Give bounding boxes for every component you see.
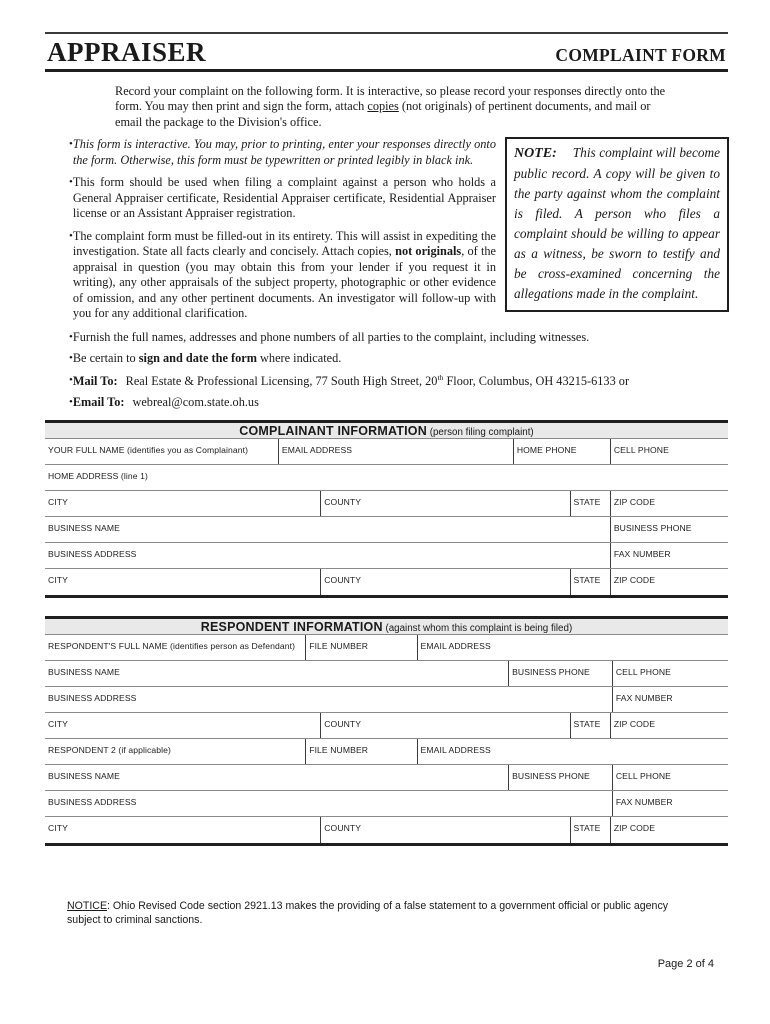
field-complainant-2-city[interactable]: [45, 491, 320, 516]
bullet-sign-and-date: [45, 351, 728, 366]
field-label: STATE: [573, 822, 601, 833]
bullet-text: This form should be used when filing a complaint against a person who holds a General Appraiser certificate, Residential Appraiser certificate, Residential Appraiser license or an Assistant Appraiser registration.: [72, 175, 496, 221]
field-respondent-7-state[interactable]: [570, 817, 610, 843]
bullet-text-pre: Be certain to: [72, 351, 139, 366]
field-label: STATE: [573, 496, 601, 507]
respondent-row: [45, 661, 728, 687]
field-label: COUNTY: [324, 822, 362, 833]
page-subtitle: COMPLAINT FORM: [555, 45, 726, 65]
complainant-row: [45, 543, 728, 569]
field-label: ZIP CODE: [613, 574, 656, 585]
field-complainant-2-state[interactable]: [570, 491, 610, 516]
bullet-icon: •: [69, 330, 73, 343]
bullet-text-bold: not originals: [395, 244, 462, 259]
field-respondent-4-file-number[interactable]: [305, 739, 416, 764]
field-label: BUSINESS NAME: [48, 522, 120, 533]
field-label: COUNTY: [324, 496, 362, 507]
field-respondent-2-fax-number[interactable]: [612, 687, 728, 712]
complainant-title: COMPLAINANT INFORMATION: [239, 423, 427, 438]
bullet-interactive-form: [45, 137, 496, 168]
instructions-region: [45, 137, 728, 328]
field-respondent-0-email-address[interactable]: [417, 635, 728, 660]
intro-text-pre: Record your complaint on the following form. It is interactive, so please record your responses directly onto the form. You may then print and sign the form, attach: [115, 84, 666, 114]
complainant-header: [45, 423, 728, 439]
respondent-subtitle: (against whom this complaint is being filed): [382, 622, 573, 634]
bullet-furnish-names: [45, 330, 728, 345]
bullet-text-pre: The complaint form must be filled-out in its entirety. This will assist in expediting the investigation. State all facts clearly and concisely. Attach copies,: [72, 228, 496, 259]
field-complainant-0-your-full-name-identifies-you-as-complainant[interactable]: [45, 439, 278, 464]
field-label: BUSINESS NAME: [48, 770, 120, 781]
field-complainant-3-business-name[interactable]: [45, 517, 610, 542]
field-label: RESPONDENT'S FULL NAME (identifies person as Defendant): [48, 640, 296, 651]
intro-paragraph: [115, 84, 666, 130]
complainant-row: [45, 439, 728, 465]
field-respondent-3-city[interactable]: [45, 713, 320, 738]
note-label: NOTE:: [514, 146, 557, 162]
bullet-icon: •: [69, 176, 73, 189]
respondent-header: [45, 619, 728, 635]
bullet-text: This form is interactive. You may, prior to printing, enter your responses directly onto the form. Otherwise, this form must be typewritten or printed legibly in black ink.: [72, 137, 496, 167]
note-text: This complaint will become public record. A copy will be given to the party against whom the complaint is filed. A person who files a complaint should be willing to appear as a witness, be sworn to testify and be cross-examined concerning the allegations made in the complaint.: [514, 145, 720, 302]
field-label: CELL PHONE: [615, 666, 672, 677]
respondent-row: [45, 635, 728, 661]
complainant-row: [45, 465, 728, 491]
complainant-row: [45, 491, 728, 517]
field-label: BUSINESS PHONE: [512, 770, 590, 781]
notice-label: NOTICE: [67, 899, 108, 912]
field-respondent-0-respondent-s-full-name-identifies-person-as-defendant[interactable]: [45, 635, 305, 660]
respondent-row: [45, 687, 728, 713]
field-complainant-3-business-phone[interactable]: [610, 517, 728, 542]
field-label: FILE NUMBER: [309, 640, 369, 651]
field-label: CITY: [48, 496, 68, 507]
bullet-mail-to: [45, 373, 728, 390]
notice-text: : Ohio Revised Code section 2921.13 makes the providing of a false statement to a government official or public agency subject to criminal sanctions.: [67, 899, 669, 926]
field-label: ZIP CODE: [613, 718, 656, 729]
ordinal-superscript: th: [437, 372, 444, 382]
field-label: FAX NUMBER: [615, 692, 673, 703]
bullet-text: [73, 373, 728, 390]
field-respondent-5-business-name[interactable]: [45, 765, 508, 790]
complainant-subtitle: (person filing complaint): [426, 426, 534, 438]
intro-text-underlined: copies: [367, 99, 399, 114]
field-respondent-6-fax-number[interactable]: [612, 791, 728, 816]
complainant-row: [45, 569, 728, 595]
bullet-icon: •: [69, 229, 73, 242]
field-complainant-0-email-address[interactable]: [278, 439, 513, 464]
field-label: CITY: [48, 574, 68, 585]
bullet-text-bold: sign and date the form: [138, 351, 257, 366]
field-respondent-3-county[interactable]: [320, 713, 569, 738]
field-respondent-1-business-name[interactable]: [45, 661, 508, 686]
respondent-row: [45, 765, 728, 791]
field-label: BUSINESS ADDRESS: [48, 548, 137, 559]
email-to-label: Email To:: [72, 395, 125, 410]
bullet-fill-out-entirety: [45, 229, 496, 322]
respondent-row: [45, 791, 728, 817]
field-respondent-4-email-address[interactable]: [417, 739, 728, 764]
field-label: ZIP CODE: [613, 822, 656, 833]
field-respondent-3-state[interactable]: [570, 713, 610, 738]
field-respondent-3-zip-code[interactable]: [610, 713, 728, 738]
field-complainant-4-fax-number[interactable]: [610, 543, 728, 568]
field-label: ZIP CODE: [613, 496, 656, 507]
field-respondent-7-zip-code[interactable]: [610, 817, 728, 843]
document-header: [45, 32, 728, 72]
email-address-text: webreal@com.state.oh.us: [132, 395, 259, 410]
field-label: FAX NUMBER: [615, 796, 673, 807]
field-label: HOME ADDRESS (line 1): [48, 470, 148, 481]
field-label: BUSINESS PHONE: [512, 666, 590, 677]
field-respondent-5-cell-phone[interactable]: [612, 765, 728, 790]
mail-to-label: Mail To:: [72, 373, 118, 388]
field-complainant-0-home-phone[interactable]: [513, 439, 610, 464]
field-label: HOME PHONE: [516, 444, 577, 455]
intro-text-post: (not originals) of pertinent documents, and mail or email the package to the Division's office.: [115, 99, 651, 129]
field-respondent-1-business-phone[interactable]: [508, 661, 612, 686]
field-label: YOUR FULL NAME (identifies you as Complainant): [48, 444, 249, 455]
field-label: EMAIL ADDRESS: [420, 640, 491, 651]
field-label: STATE: [573, 574, 601, 585]
field-respondent-0-file-number[interactable]: [305, 635, 416, 660]
field-label: CELL PHONE: [615, 770, 672, 781]
notice-paragraph: [67, 900, 688, 928]
respondent-row: [45, 739, 728, 765]
respondent-information-table: [45, 616, 728, 846]
field-label: BUSINESS ADDRESS: [48, 796, 137, 807]
mail-to-address-post: Floor, Columbus, OH 43215-6133 or: [443, 373, 630, 388]
mail-to-address-pre: Real Estate & Professional Licensing, 77 South High Street, 20: [125, 373, 438, 388]
bullet-icon: •: [69, 138, 73, 151]
field-label: FAX NUMBER: [613, 548, 671, 559]
field-complainant-1-home-address-line-1[interactable]: [45, 465, 728, 490]
field-respondent-6-business-address[interactable]: [45, 791, 612, 816]
field-respondent-1-cell-phone[interactable]: [612, 661, 728, 686]
field-complainant-2-zip-code[interactable]: [610, 491, 728, 516]
page-number: Page 2 of 4: [657, 958, 714, 971]
field-label: STATE: [573, 718, 601, 729]
field-label: BUSINESS NAME: [48, 666, 120, 677]
field-label: FILE NUMBER: [309, 744, 369, 755]
bullet-list-full: [45, 330, 728, 411]
field-complainant-5-zip-code[interactable]: [610, 569, 728, 595]
page-title: APPRAISER: [47, 37, 207, 67]
field-label: CITY: [48, 822, 68, 833]
field-complainant-5-county[interactable]: [320, 569, 569, 595]
field-label: COUNTY: [324, 718, 362, 729]
bullet-list-left: [45, 137, 496, 328]
bullet-email-to: [45, 395, 728, 410]
bullet-icon: •: [69, 352, 73, 365]
bullet-text: Furnish the full names, addresses and phone numbers of all parties to the complaint, including witnesses.: [72, 329, 590, 344]
field-complainant-0-cell-phone[interactable]: [610, 439, 728, 464]
field-label: EMAIL ADDRESS: [281, 444, 353, 455]
field-respondent-7-city[interactable]: [45, 817, 320, 843]
bullet-form-usage: [45, 175, 496, 221]
bullet-text: [73, 229, 496, 322]
respondent-row: [45, 713, 728, 739]
field-respondent-5-business-phone[interactable]: [508, 765, 612, 790]
field-label: RESPONDENT 2 (if applicable): [48, 744, 171, 755]
field-complainant-5-city[interactable]: [45, 569, 320, 595]
field-respondent-7-county[interactable]: [320, 817, 569, 843]
bullet-text: [73, 351, 728, 366]
complainant-row: [45, 517, 728, 543]
field-respondent-4-respondent-2-if-applicable[interactable]: [45, 739, 305, 764]
field-complainant-5-state[interactable]: [570, 569, 610, 595]
complainant-information-table: [45, 420, 728, 598]
field-respondent-2-business-address[interactable]: [45, 687, 612, 712]
field-label: CITY: [48, 718, 68, 729]
respondent-row: [45, 817, 728, 843]
field-complainant-2-county[interactable]: [320, 491, 569, 516]
bullet-icon: •: [69, 396, 73, 409]
field-complainant-4-business-address[interactable]: [45, 543, 610, 568]
field-label: COUNTY: [324, 574, 362, 585]
bullet-icon: •: [69, 373, 73, 386]
note-box: [505, 137, 729, 312]
bullet-text: [73, 395, 728, 410]
field-label: BUSINESS ADDRESS: [48, 692, 137, 703]
bullet-text-post: , of the appraisal in question (you may obtain this from your lender if you request it in writing), any other appraisals of the subject property, photographic or other evidence of omission, and any other pertinent documents. An investigator will follow-up with you for any additional clarification.: [72, 244, 496, 321]
field-label: EMAIL ADDRESS: [420, 744, 491, 755]
respondent-title: RESPONDENT INFORMATION: [200, 619, 383, 634]
field-label: CELL PHONE: [613, 444, 669, 455]
bullet-text-post: where indicated.: [256, 351, 342, 366]
field-label: BUSINESS PHONE: [613, 522, 692, 533]
